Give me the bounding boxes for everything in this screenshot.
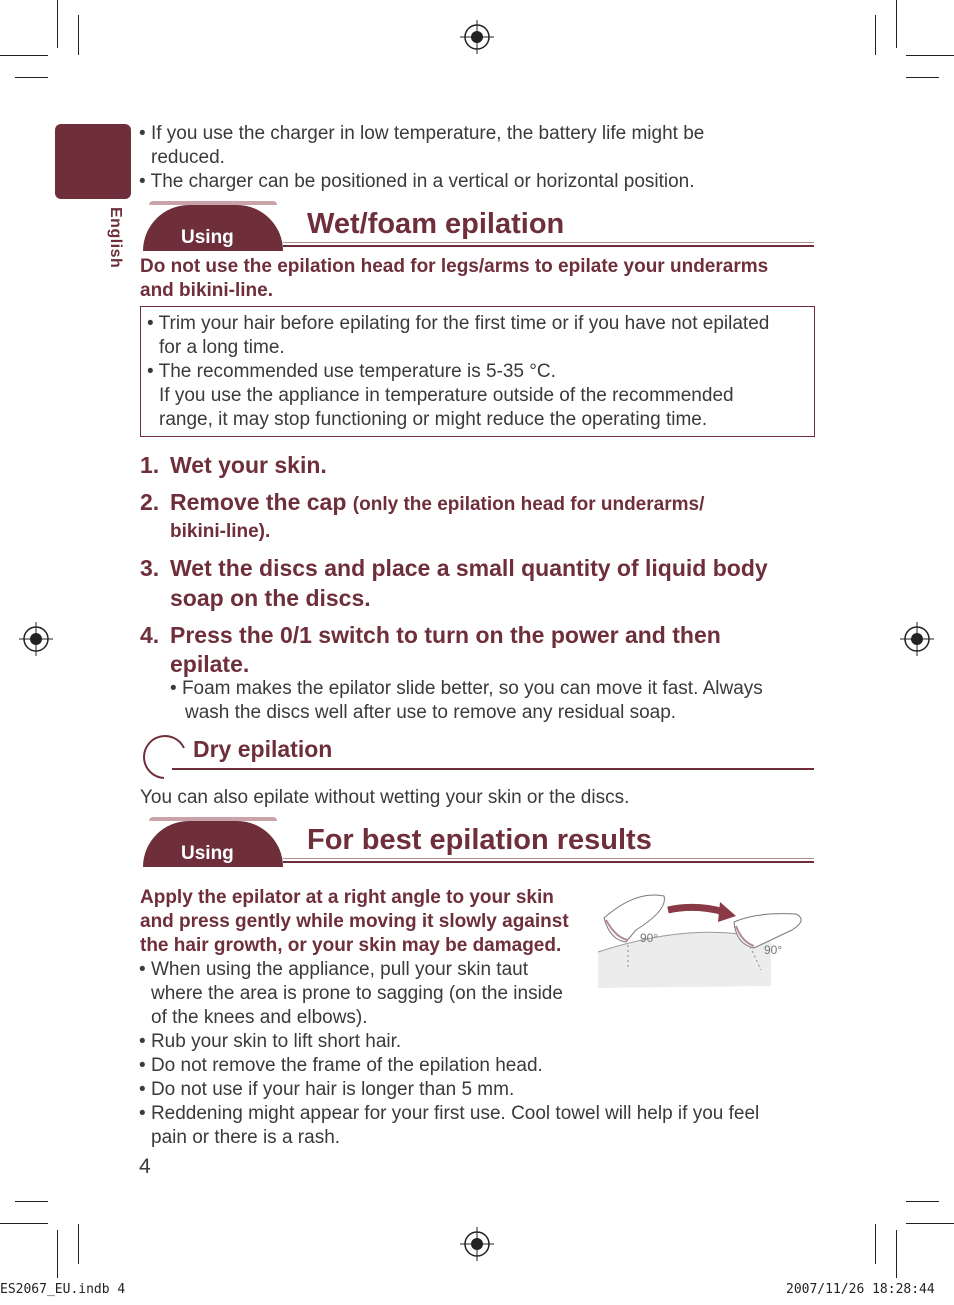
footer-timestamp: 2007/11/26 18:28:44 [786,1282,935,1297]
step-1: 1. Wet your skin. [140,452,327,478]
crop-mark [78,1224,79,1264]
crop-mark [896,0,897,48]
list-item: • Do not use if your hair is longer than 5 mm. [139,1079,515,1100]
dry-text: You can also epilate without wetting your skin or the discs. [140,787,630,808]
crop-mark [906,1201,939,1202]
svg-text:90°: 90° [640,931,659,945]
subsection-arc-icon [140,734,190,782]
registration-mark-icon [19,622,53,656]
angle-instructions: Apply the epilator at a right angle to your skin and press gently while moving it slowly against the hair growth, or your skin may be damaged. [140,887,569,956]
language-tab [55,124,131,199]
best-results-bullets [139,958,819,1150]
svg-text:90°: 90° [764,943,783,957]
registration-mark-icon [460,1227,494,1261]
crop-mark [875,1224,876,1264]
list-item: • The charger can be positioned in a vertical or horizontal position. [139,171,695,192]
list-item: • When using the appliance, pull your skin taut [139,959,528,980]
list-item: • Foam makes the epilator slide better, so you can move it fast. Always [170,678,763,699]
section-rule [283,861,814,863]
list-item-continued: reduced. [151,147,225,168]
crop-mark [78,15,79,55]
using-badge: Using [143,821,283,867]
crop-mark [875,15,876,55]
list-item-continued: where the area is prone to sagging (on the inside [151,983,563,1004]
crop-mark [906,1223,954,1224]
subsection-title: Dry epilation [193,736,333,762]
language-label: English [107,207,124,269]
section-title: Wet/foam epilation [307,208,565,240]
warning-text: Do not use the epilation head for legs/arms to epilate your underarms and bikini-line. [140,256,769,301]
step-4-note [170,677,820,725]
list-item-continued: If you use the appliance in temperature outside of the recommended [159,385,734,406]
subsection-rule [172,768,814,770]
crop-mark [906,77,939,78]
crop-mark [896,1230,897,1278]
crop-mark [15,1201,48,1202]
using-badge: Using [143,205,283,251]
list-item: • Rub your skin to lift short hair. [139,1031,402,1052]
list-item: • Do not remove the frame of the epilation head. [139,1055,543,1076]
step-4: 4. Press the 0/1 switch to turn on the power and then epilate. [140,622,721,677]
crop-mark [906,55,954,56]
charger-notes [139,122,819,194]
list-item-continued: wash the discs well after use to remove any residual soap. [185,702,677,723]
list-item-continued: pain or there is a rash. [151,1127,341,1148]
list-item-continued: for a long time. [159,337,285,358]
list-item-continued: of the knees and elbows). [151,1007,368,1028]
section-rule-light [283,242,814,243]
step-3: 3. Wet the discs and place a small quantity of liquid body soap on the discs. [140,555,768,611]
crop-mark [15,77,48,78]
crop-mark [0,1223,48,1224]
step-2: 2. Remove the cap (only the epilation head for underarms/ bikini-line). [140,489,705,542]
crop-mark [57,0,58,48]
page-number: 4 [139,1155,151,1178]
section-rule-light [283,858,814,859]
crop-mark [0,55,48,56]
list-item: • Reddening might appear for your first use. Cool towel will help if you feel [139,1103,760,1124]
notice-box-text [147,312,807,432]
crop-mark [57,1230,58,1278]
list-item-continued: range, it may stop functioning or might reduce the operating time. [159,409,708,430]
list-item: • Trim your hair before epilating for the first time or if you have not epilated [147,313,770,334]
list-item: • If you use the charger in low temperature, the battery life might be [139,123,705,144]
section-rule [283,245,814,247]
registration-mark-icon [460,20,494,54]
list-item: • The recommended use temperature is 5-35 °C. [147,361,556,382]
registration-mark-icon [900,622,934,656]
section-title: For best epilation results [307,824,652,856]
footer-filename: ES2067_EU.indb 4 [0,1282,126,1297]
